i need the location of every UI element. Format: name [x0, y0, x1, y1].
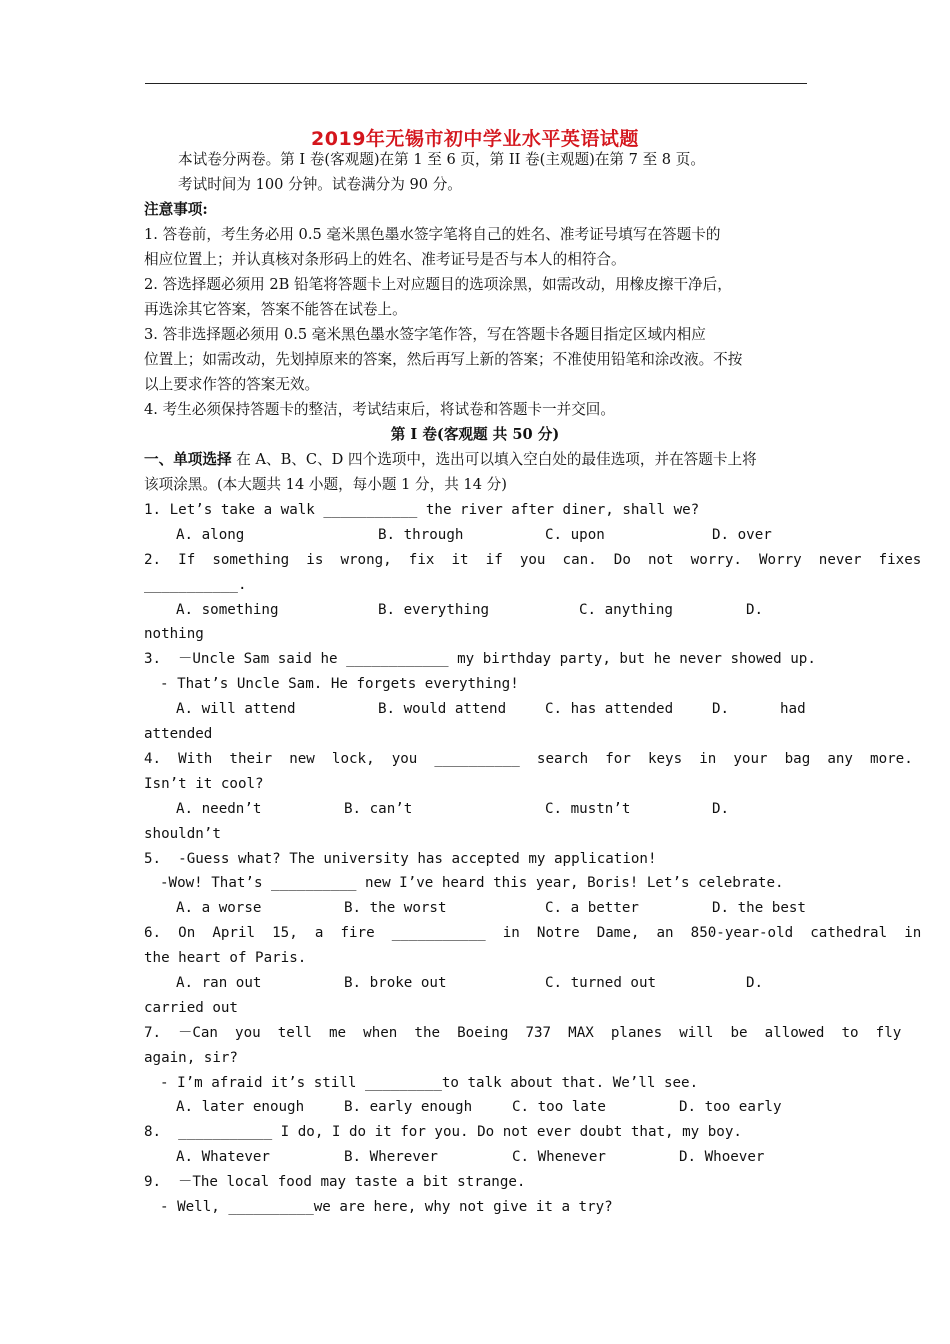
option-a: A. ran out	[176, 975, 262, 991]
option-c: C. mustn’t	[545, 801, 631, 817]
option-b: B. the worst	[344, 900, 447, 916]
option-c: C. anything	[579, 602, 673, 618]
option-b: B. can’t	[344, 801, 413, 817]
question-7-reply: - I’m afraid it’s still _________to talk about that. We’ll see.	[160, 1075, 699, 1091]
option-c: C. has attended	[545, 701, 674, 717]
option-a: A. will attend	[176, 701, 296, 717]
header-rule	[145, 83, 807, 84]
part1-instruction	[144, 450, 757, 470]
question-7-cont: again, sir?	[144, 1050, 238, 1066]
intro-line-2: 考试时间为 100 分钟。试卷满分为 90 分。	[178, 176, 462, 193]
option-b: B. everything	[378, 602, 490, 618]
option-a: A. Whatever	[176, 1149, 270, 1165]
question-9-reply: - Well, __________we are here, why not give it a try?	[160, 1199, 613, 1215]
question-4-cont: Isn’t it cool?	[144, 776, 264, 792]
notice-heading: 注意事项:	[144, 201, 208, 218]
option-a: A. a worse	[176, 900, 262, 916]
question-5-reply: -Wow! That’s __________ new I’ve heard this year, Boris! Let’s celebrate.	[160, 875, 784, 891]
notice-line: 2. 答选择题必须用 2B 铅笔将答题卡上对应题目的选项涂黑，如需改动，用橡皮擦干净后，	[144, 276, 732, 293]
notice-line: 位置上；如需改动，先划掉原来的答案，然后再写上新的答案；不准使用铅笔和涂改液。不按	[144, 351, 743, 368]
option-a: A. needn’t	[176, 801, 262, 817]
exam-title: 2019年无锡市初中学业水平英语试题	[311, 128, 639, 150]
option-d-text-cont: attended	[144, 726, 213, 742]
option-d-text: shouldn’t	[144, 826, 221, 842]
intro-line-1: 本试卷分两卷。第 I 卷(客观题)在第 1 至 6 页，第 II 卷(主观题)在第 7 至 8 页。	[178, 151, 705, 168]
question-1: 1. Let’s take a walk ___________ the river after diner, shall we?	[144, 502, 700, 518]
question-8: 8. ___________ I do, I do it for you. Do not ever doubt that, my boy.	[144, 1124, 742, 1140]
option-b: B. would attend	[378, 701, 507, 717]
notice-line: 再选涂其它答案，答案不能答在试卷上。	[144, 301, 407, 318]
option-d: D.	[712, 801, 730, 817]
option-b: B. Wherever	[344, 1149, 438, 1165]
part1-instruction-cont: 该项涂黑。(本大题共 14 小题，每小题 1 分，共 14 分)	[144, 476, 507, 493]
option-d: D. the best	[712, 900, 806, 916]
option-c: C. upon	[545, 527, 605, 543]
option-d: D.	[746, 602, 764, 618]
option-d: D.	[746, 975, 764, 991]
part1-label: 一、单项选择	[144, 451, 232, 468]
section-heading: 第 I 卷(客观题 共 50 分)	[390, 426, 560, 443]
option-a: A. later enough	[176, 1099, 305, 1115]
question-5: 5. -Guess what? The university has accepted my application!	[144, 851, 657, 867]
question-9: 9. －The local food may taste a bit strange.	[144, 1174, 526, 1190]
notice-line: 4. 考生必须保持答题卡的整洁，考试结束后，将试卷和答题卡一并交回。	[144, 401, 615, 418]
question-6-cont: the heart of Paris.	[144, 950, 307, 966]
option-d: D. over	[712, 527, 772, 543]
option-b: B. early enough	[344, 1099, 473, 1115]
option-d-text: nothing	[144, 626, 204, 642]
option-c: C. turned out	[545, 975, 657, 991]
question-6: 6. On April 15, a fire ___________ in Notre Dame, an 850-year-old cathedral in	[144, 925, 922, 941]
option-a: A. something	[176, 602, 279, 618]
question-3-reply: - That’s Uncle Sam. He forgets everything!	[160, 676, 519, 692]
part1-desc: 在 A、B、C、D 四个选项中，选出可以填入空白处的最佳选项，并在答题卡上将	[231, 451, 757, 468]
option-d-text: had	[780, 701, 806, 717]
option-d: D. Whoever	[679, 1149, 765, 1165]
notice-line: 以上要求作答的答案无效。	[144, 376, 320, 393]
option-b: B. through	[378, 527, 464, 543]
option-c: C. Whenever	[512, 1149, 606, 1165]
option-d: D. too early	[679, 1099, 782, 1115]
option-c: C. too late	[512, 1099, 606, 1115]
question-7: 7. －Can you tell me when the Boeing 737 MAX planes will be allowed to fly	[144, 1025, 902, 1041]
notice-line: 相应位置上；并认真核对条形码上的姓名、准考证号是否与本人的相符合。	[144, 251, 626, 268]
option-d: D.	[712, 701, 730, 717]
option-b: B. broke out	[344, 975, 447, 991]
option-d-text: carried out	[144, 1000, 238, 1016]
question-4: 4. With their new lock, you __________ search for keys in your bag any more.	[144, 751, 913, 767]
question-3: 3. －Uncle Sam said he ____________ my birthday party, but he never showed up.	[144, 651, 816, 667]
question-2: 2. If something is wrong, fix it if you can. Do not worry. Worry never fixes	[144, 552, 922, 568]
notice-line: 3. 答非选择题必须用 0.5 毫米黑色墨水签字笔作答，写在答题卡各题目指定区域内相应	[144, 326, 706, 343]
option-a: A. along	[176, 527, 245, 543]
question-2-cont: ___________.	[144, 577, 247, 593]
notice-line: 1. 答卷前，考生务必用 0.5 毫米黑色墨水签字笔将自己的姓名、准考证号填写在答题卡的	[144, 226, 721, 243]
option-c: C. a better	[545, 900, 639, 916]
